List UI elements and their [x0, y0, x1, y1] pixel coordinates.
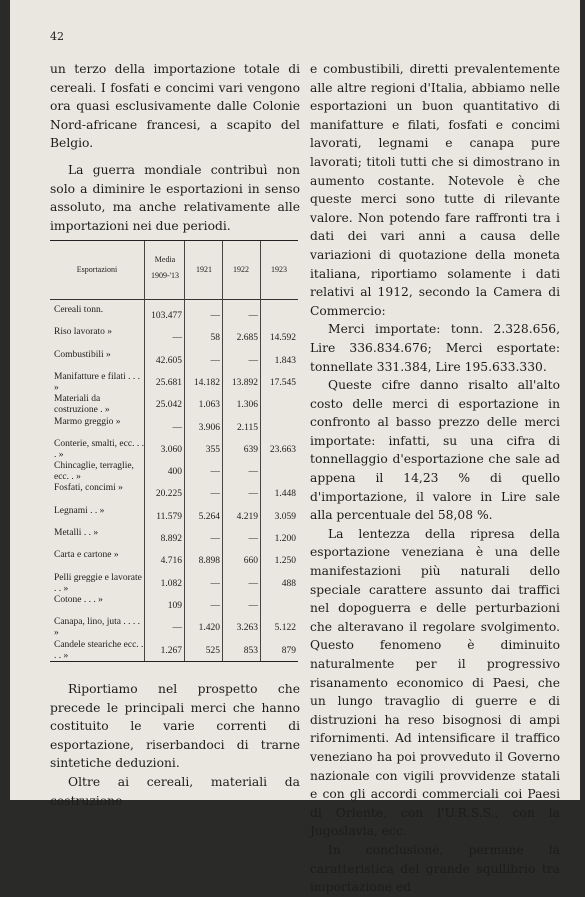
- left-column: [50, 60, 300, 235]
- cell-y1922: 2.115: [236, 422, 258, 433]
- cell-y1921: 3.906: [198, 422, 220, 433]
- row-label: Chincaglie, terraglie, ecc. . »: [54, 461, 134, 483]
- row-label: Pelli greggie e lavorate . . »: [54, 572, 142, 594]
- left-paragraph-1: un terzo della importazione totale di cereali. I fosfati e concimi vari vengono ora quasi esclusivamente dalle Colonie Nord-africane francesi, a scapito del Belgio.: [50, 62, 300, 151]
- cell-y1922: —: [248, 600, 258, 611]
- row-label: Manifatture e filati . . . »: [54, 371, 140, 393]
- row-label: Cereali tonn.: [54, 305, 104, 315]
- right-paragraph-1: e combustibili, diretti prevalentemente alle altre regioni d'Italia, abbiamo nelle esportazioni un buon quantitativo di manifatture e filati, fosfati e concimi lavorati, legnami e canapa pure lavorati; titoli tutti che si dimostrano in aumento costante. Notevole è che queste merci sono tutte di rilevante valore. Non potendo fare raffronti tra i dati dei vari anni a causa delle variazioni di quotazione della moneta italiana, riportiamo solamente i dati relativi al 1912, secondo la Camera di Commercio:: [310, 62, 560, 318]
- table-row: [50, 461, 298, 483]
- cell-y1922: —: [248, 311, 258, 321]
- row-label: Conterie, smalti, ecc. . . . »: [54, 438, 144, 460]
- page-number: 42: [50, 30, 64, 43]
- cell-media: —: [172, 333, 182, 344]
- cell-media: —: [172, 422, 182, 433]
- table-row: [50, 483, 298, 505]
- cell-y1921: 5.264: [198, 511, 220, 522]
- cell-y1923: 17.545: [269, 377, 296, 388]
- right-paragraph-5: In conclusione, permane la caratteristica del grande squilibrio tra importazione ed: [310, 842, 560, 895]
- table-row: [50, 439, 298, 461]
- cell-y1921: 525: [205, 645, 220, 656]
- cell-y1921: —: [210, 600, 220, 611]
- cell-y1923: 1.250: [274, 556, 296, 567]
- cell-media: 103.477: [151, 311, 182, 321]
- cell-y1921: —: [210, 578, 220, 589]
- cell-y1922: 1.306: [236, 400, 258, 411]
- cell-y1922: —: [248, 489, 258, 500]
- header-label: Esportazioni: [76, 265, 118, 274]
- row-label: Riso lavorato »: [54, 327, 113, 338]
- table-row: [50, 350, 298, 372]
- cell-y1922: 4.219: [236, 511, 258, 522]
- table-row: [50, 595, 298, 617]
- row-label: Materiali da costruzione . »: [54, 394, 110, 416]
- cell-y1921: —: [210, 534, 220, 544]
- cell-y1923: 3.059: [274, 511, 296, 522]
- header-media-years: 1909-'13: [150, 271, 180, 280]
- cell-media: 109: [167, 600, 182, 611]
- table-row: [50, 372, 298, 394]
- cell-media: —: [172, 623, 182, 634]
- cell-media: 400: [167, 467, 182, 478]
- cell-y1922: 2.685: [236, 333, 258, 344]
- right-paragraph-2: Merci importate: tonn. 2.328.656, Lire 336.834.676; Merci esportate: tonnellate 331.384, Lire 195.633.330.: [310, 322, 560, 374]
- exports-table: [50, 240, 298, 662]
- cell-y1923: 1.843: [274, 355, 296, 366]
- cell-media: 42.605: [155, 355, 182, 366]
- cell-y1922: 13.892: [231, 377, 258, 388]
- cell-y1922: —: [248, 534, 258, 544]
- cell-media: 3.060: [160, 444, 182, 455]
- cell-y1921: 1.063: [198, 400, 220, 411]
- cell-y1922: —: [248, 578, 258, 589]
- cell-media: 8.892: [160, 534, 182, 544]
- cell-y1922: 853: [243, 645, 258, 656]
- cell-y1921: 8.898: [198, 556, 220, 567]
- cell-y1921: —: [210, 311, 220, 321]
- cell-y1923: 23.663: [269, 444, 296, 455]
- table-row: [50, 528, 298, 550]
- right-paragraph-4: La lentezza della ripresa della esportazione veneziana è una delle manifestazioni più naturali dello speciale carattere assunto dai traffici nel dopoguerra e delle perturbazioni che alteravano il regolare svolgimento. Questo fenomeno è diminuito naturalmente per il progressivo risanamento economico di Paesi, che un lungo travaglio di guerre e di distruzioni ha reso bisognosi di ampi rifornimenti. Ad intensificare il traffico veneziano ha poi provveduto il Governo nazionale con vigili provvidenze statali e con gli accordi commerciali coi Paesi di Oriente, con l'U.R.S.S., con la Jugoslavia, ecc.: [310, 526, 560, 839]
- cell-y1922: 660: [243, 556, 258, 567]
- table-row: [50, 327, 298, 349]
- cell-media: 25.042: [155, 400, 182, 411]
- cell-media: 25.681: [155, 377, 182, 388]
- row-label: Fosfati, concimi »: [54, 483, 123, 494]
- left-column-lower: [50, 680, 300, 810]
- table-row: [50, 550, 298, 572]
- row-label: Marmo greggio »: [54, 416, 121, 427]
- cell-y1921: 58: [210, 333, 220, 344]
- row-label: Candele steariche ecc. . . . »: [54, 639, 144, 661]
- row-label: Canapa, lino, juta . . . . »: [54, 617, 141, 639]
- right-column: [310, 60, 560, 897]
- left-paragraph-4: Oltre ai cereali, materiali da costruzione: [50, 774, 300, 808]
- header-1922: 1922: [233, 265, 249, 274]
- cell-y1922: 3.263: [236, 623, 258, 634]
- cell-y1923: 14.592: [269, 333, 296, 344]
- row-label: Cotone . . . »: [54, 594, 103, 605]
- left-paragraph-3: Riportiamo nel prospetto che precede le principali merci che hanno costituito le varie correnti di esportazione, riserbandoci di trarne sintetiche deduzioni.: [50, 682, 300, 771]
- cell-media: 4.716: [160, 556, 182, 567]
- cell-y1921: 355: [205, 444, 220, 455]
- right-paragraph-3: Queste cifre danno risalto all'alto costo delle merci di esportazione in confronto al basso prezzo delle merci importate: infatti, su una cifra di tonnellaggio d'esportazione che sale ad appena il 14,23 % di quello d'importazione, il valore in Lire sale alla percentuale del 58,08 %.: [310, 378, 560, 523]
- table-row: [50, 394, 298, 416]
- row-label: Legnami . . »: [54, 505, 105, 516]
- table-row: [50, 506, 298, 528]
- left-paragraph-2: La guerra mondiale contribuì non solo a diminire le esportazioni in senso assoluto, ma anche relativamente alle importazioni nei due periodi.: [50, 162, 300, 233]
- cell-y1923: 488: [281, 578, 296, 589]
- cell-y1922: —: [248, 355, 258, 366]
- cell-y1921: —: [210, 355, 220, 366]
- table-row: [50, 640, 298, 662]
- cell-y1921: 1.420: [198, 623, 220, 634]
- book-page: [10, 0, 580, 895]
- cell-y1921: —: [210, 489, 220, 500]
- cell-y1921: 14.182: [193, 377, 220, 388]
- cell-y1922: —: [248, 467, 258, 478]
- cell-y1923: 1.448: [274, 489, 296, 500]
- table-row: [50, 305, 298, 327]
- cell-y1922: 639: [243, 444, 258, 455]
- cell-media: 1.267: [160, 645, 182, 656]
- row-label: Metalli . . »: [54, 528, 99, 538]
- cell-y1923: 1.200: [274, 534, 296, 544]
- table-row: [50, 573, 298, 595]
- cell-y1923: 5.122: [274, 623, 296, 634]
- row-label: Combustibili »: [54, 349, 111, 360]
- cell-media: 11.579: [156, 511, 182, 522]
- header-media: Media: [154, 255, 176, 264]
- cell-y1923: 879: [281, 645, 296, 656]
- header-1921: 1921: [196, 265, 212, 274]
- row-label: Carta e cartone »: [54, 550, 119, 561]
- table-row: [50, 617, 298, 639]
- table-row: [50, 417, 298, 439]
- cell-y1921: —: [210, 467, 220, 478]
- cell-media: 20.225: [155, 489, 182, 500]
- header-1923: 1923: [271, 265, 287, 274]
- cell-media: 1.082: [160, 578, 182, 589]
